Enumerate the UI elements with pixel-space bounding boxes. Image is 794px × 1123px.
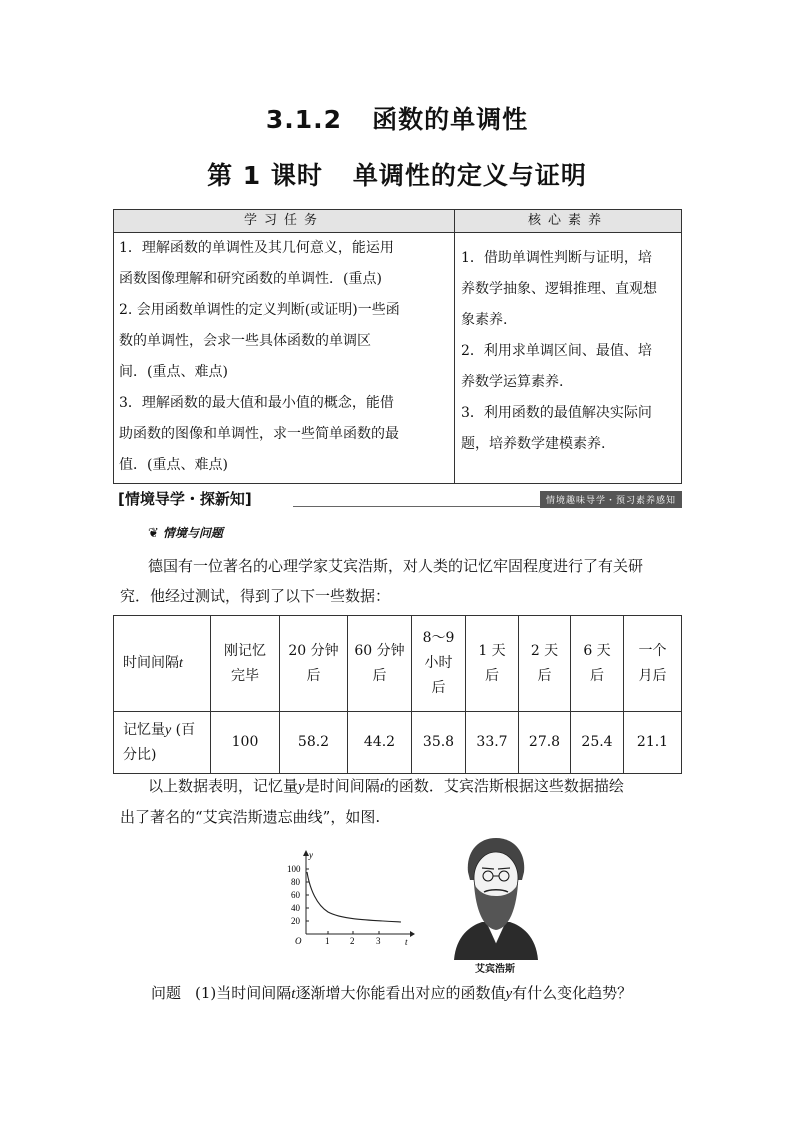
forgetting-curve <box>307 872 401 922</box>
col-header: 刚记忆 完毕 <box>211 616 280 712</box>
value-cell: 44.2 <box>348 712 412 774</box>
x-tick-label: 3 <box>376 936 381 946</box>
section-number: 3.1.2 <box>265 105 343 134</box>
col-header: 60 分钟 后 <box>348 616 412 712</box>
x-axis-label: t <box>405 937 408 947</box>
portrait-caption: 艾宾浩斯 <box>475 964 515 975</box>
lesson-topic: 单调性的定义与证明 <box>352 161 587 190</box>
value-cell: 58.2 <box>280 712 348 774</box>
y-tick-label: 20 <box>291 916 300 926</box>
task-line: 1．理解函数的单调性及其几何意义，能运用 <box>119 240 394 256</box>
col-header: 8～9 小时 后 <box>412 616 466 712</box>
bird-icon: ❦ <box>148 526 159 541</box>
subheading-text: 情境与问题 <box>162 526 223 540</box>
question-label: 问题 <box>151 984 182 1002</box>
task-line: 数的单调性，会求一些具体函数的单调区 <box>119 333 371 349</box>
col-header: 6 天 后 <box>571 616 624 712</box>
col-header: 1 天 后 <box>466 616 519 712</box>
question-line: 问题 (1)当时间间隔t逐渐增大你能看出对应的函数值y有什么变化趋势？ <box>151 984 633 1002</box>
learning-tasks-cell <box>114 233 455 484</box>
section-name: 函数的单调性 <box>372 105 529 134</box>
forgetting-curve-chart <box>283 848 419 948</box>
y-tick-label: 60 <box>291 890 300 900</box>
lesson-title <box>0 156 794 192</box>
task-line: 值．(重点、难点) <box>119 457 228 473</box>
memory-data-table <box>113 615 682 774</box>
literacy-line: 题，培养数学建模素养. <box>461 436 606 452</box>
goals-header-literacy: 核心素养 <box>455 210 682 233</box>
intro-line-1: 德国有一位著名的心理学家艾宾浩斯，对人类的记忆牢固程度进行了有关研 <box>148 557 644 575</box>
literacy-line: 象素养. <box>461 312 508 328</box>
explanation-paragraph: 以上数据表明，记忆量y是时间间隔t的函数．艾宾浩斯根据这些数据描绘 出了著名的“艾宾浩斯遗忘曲线”，如图. <box>120 777 624 826</box>
value-cell: 25.4 <box>571 712 624 774</box>
col-header: 2 天 后 <box>519 616 571 712</box>
y-axis-label: y <box>309 850 313 860</box>
section-bar <box>113 488 682 510</box>
y-tick-label: 100 <box>287 864 301 874</box>
col-header: 一个 月后 <box>624 616 682 712</box>
literacy-line: 3．利用函数的最值解决实际问 <box>461 405 652 421</box>
value-cell: 21.1 <box>624 712 682 774</box>
task-line: 间．(重点、难点) <box>119 364 228 380</box>
intro-paragraph <box>120 551 680 611</box>
value-cell: 35.8 <box>412 712 466 774</box>
x-axis-arrow <box>410 931 415 937</box>
origin-label: O <box>295 936 302 946</box>
y-tick-label: 40 <box>291 903 300 913</box>
literacy-line: 养数学运算素养. <box>461 374 564 390</box>
value-cell: 33.7 <box>466 712 519 774</box>
literacy-line: 2．利用求单调区间、最值、培 <box>461 343 652 359</box>
task-line: 助函数的图像和单调性，求一些简单函数的最 <box>119 426 399 442</box>
x-tick-label: 1 <box>325 936 330 946</box>
section-title <box>0 100 794 136</box>
subheading <box>148 524 223 541</box>
y-tick-label: 80 <box>291 877 300 887</box>
section-tag: 情境趣味导学・预习素养感知 <box>540 491 682 508</box>
ebbinghaus-portrait <box>448 832 544 962</box>
row-header-memory: 记忆量y (百 分比) <box>114 712 211 774</box>
core-literacy-cell <box>455 233 682 484</box>
goals-table <box>113 209 682 484</box>
literacy-line: 1．借助单调性判断与证明，培 <box>461 250 652 266</box>
header-time-interval: 时间间隔t <box>114 616 211 712</box>
lesson-number: 第 1 课时 <box>207 161 323 190</box>
task-line: 2. 会用函数单调性的定义判断(或证明)一些函 <box>119 302 400 318</box>
value-cell: 27.8 <box>519 712 571 774</box>
x-tick-label: 2 <box>350 936 355 946</box>
section-label: [情境导学・探新知] <box>118 490 252 508</box>
literacy-line: 养数学抽象、逻辑推理、直观想 <box>461 281 657 297</box>
value-cell: 100 <box>211 712 280 774</box>
task-line: 函数图像理解和研究函数的单调性．(重点) <box>119 271 382 287</box>
task-line: 3．理解函数的最大值和最小值的概念，能借 <box>119 395 394 411</box>
col-header: 20 分钟 后 <box>280 616 348 712</box>
goals-header-tasks: 学习任务 <box>114 210 455 233</box>
intro-line-2: 究．他经过测试，得到了以下一些数据： <box>120 587 391 605</box>
